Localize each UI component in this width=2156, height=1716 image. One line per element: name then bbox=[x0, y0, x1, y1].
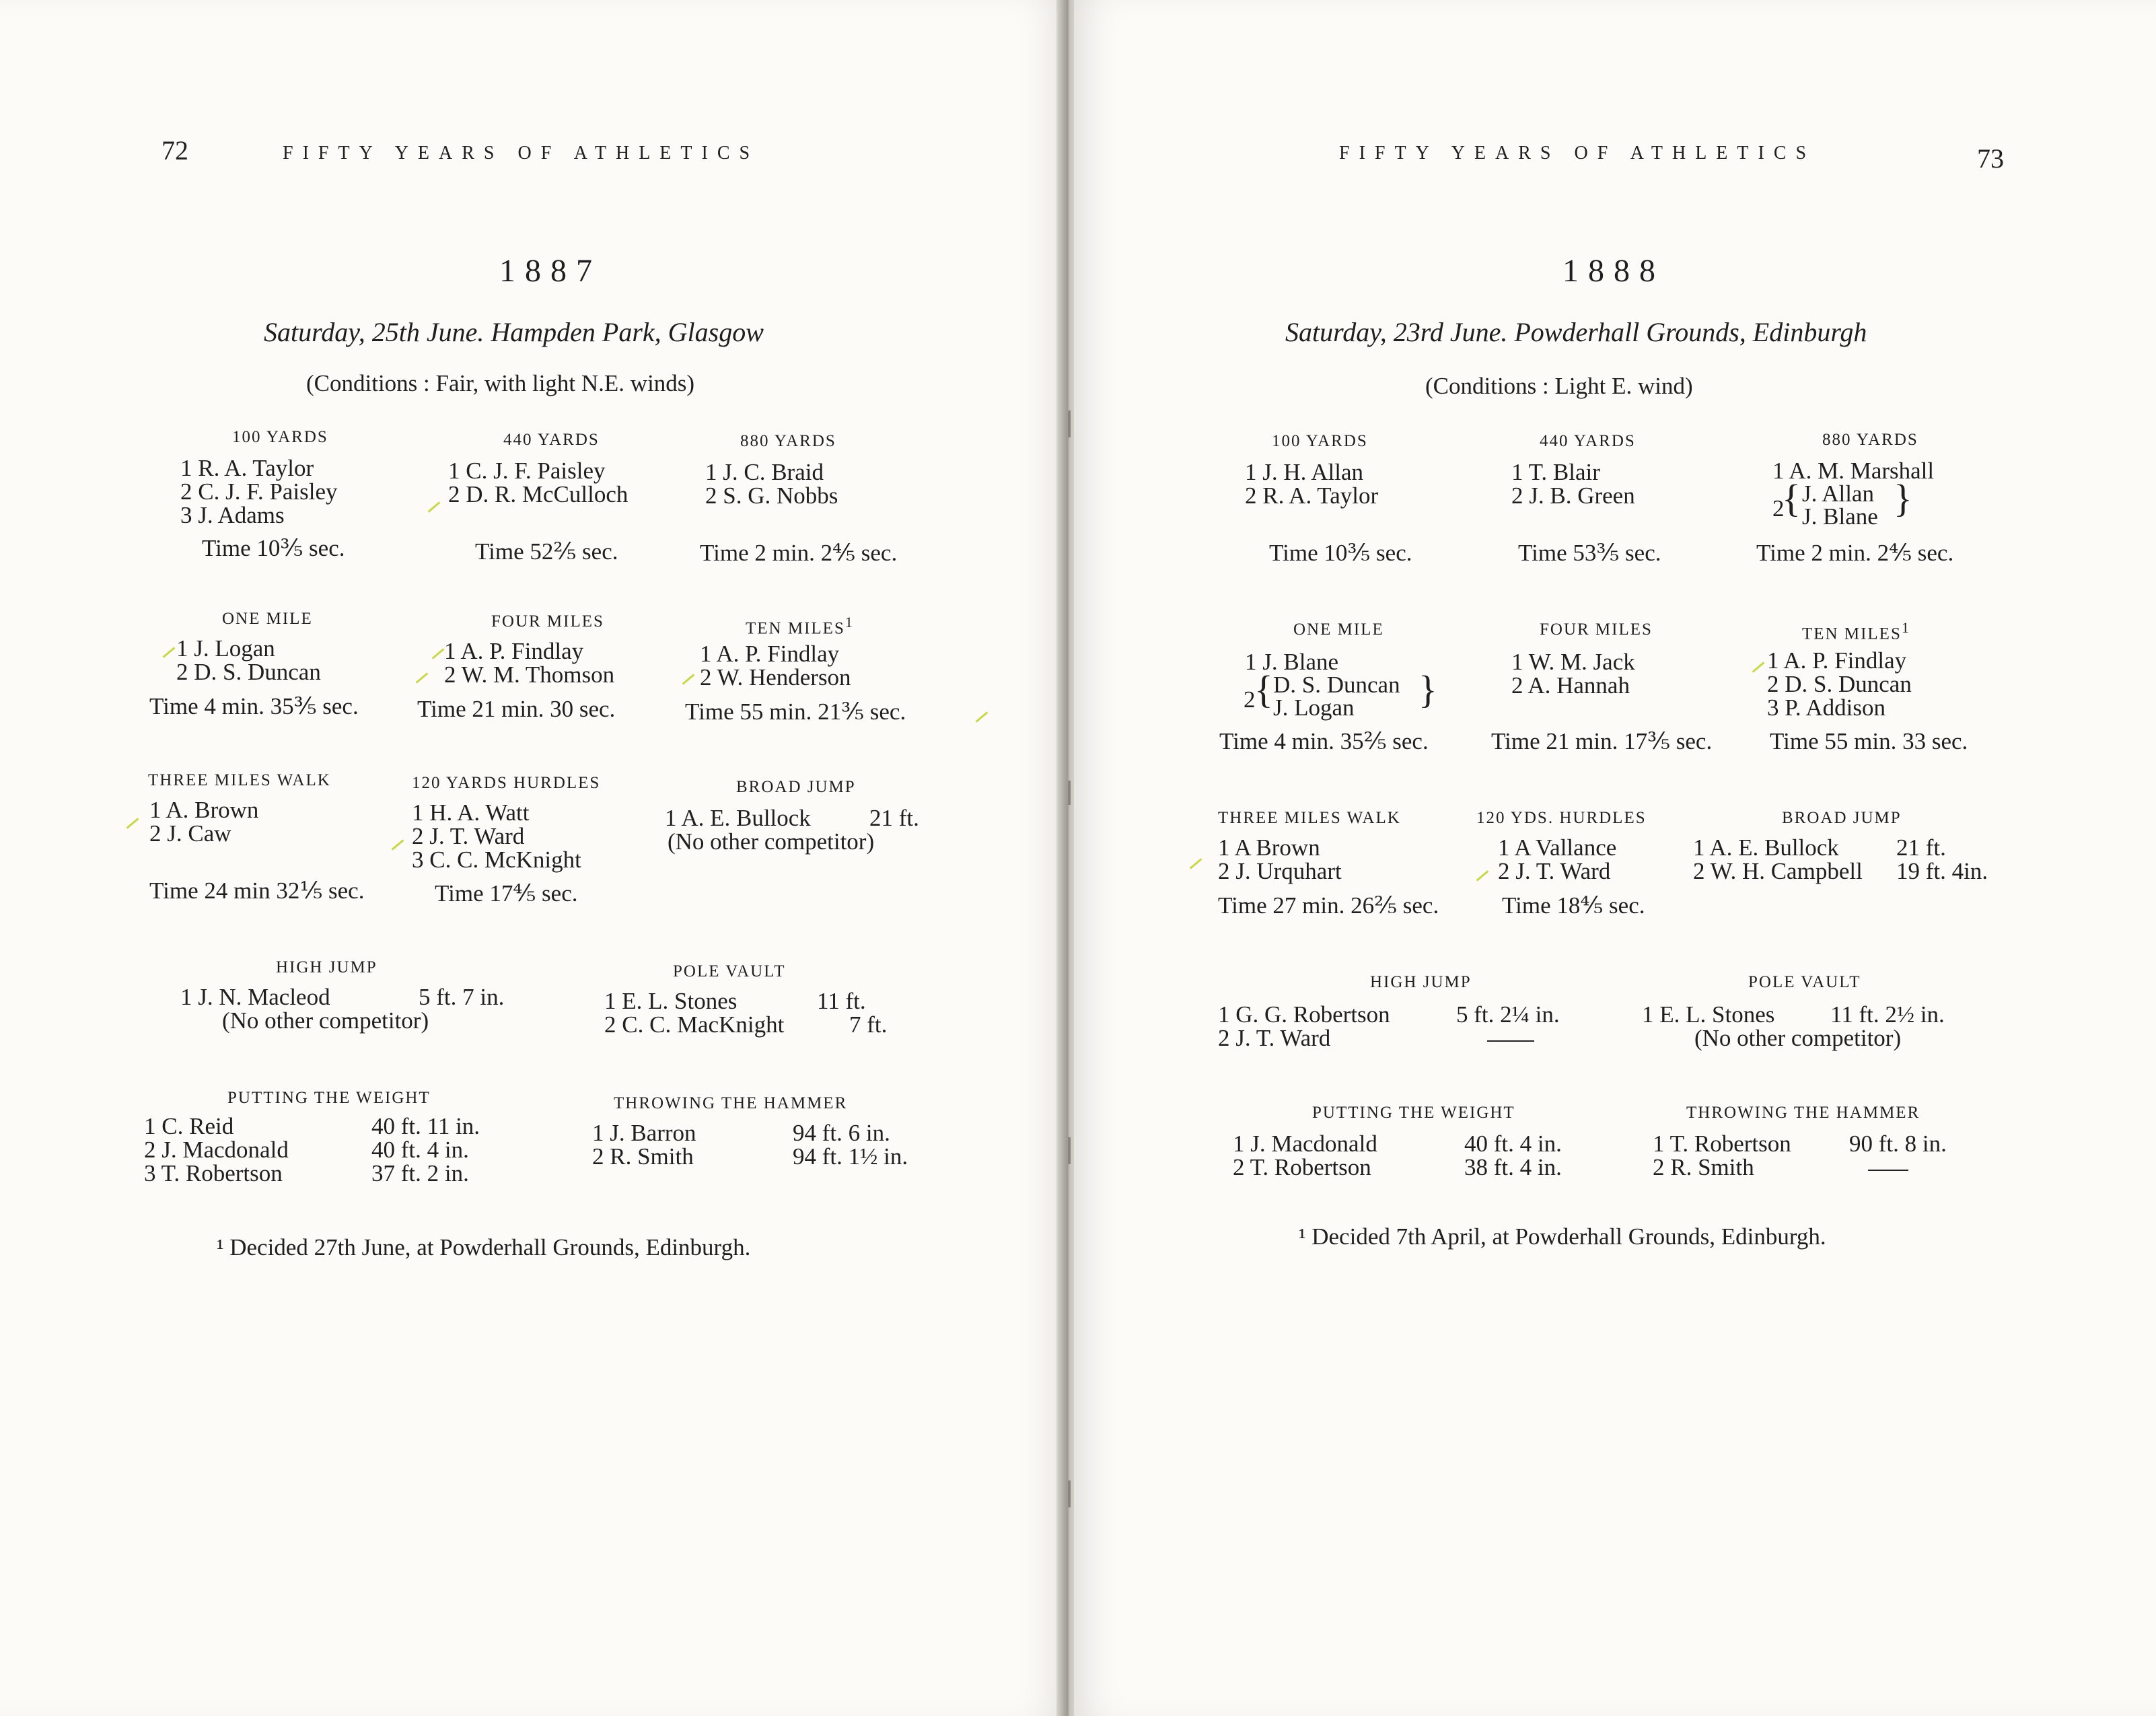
event-time: Time 24 min 32⅕ sec. bbox=[149, 878, 365, 904]
left-page bbox=[0, 0, 1063, 1716]
event-title: 440 YARDS bbox=[1540, 432, 1636, 450]
result-line: 3 J. Adams bbox=[180, 502, 285, 528]
running-head: FIFTY YEARS OF ATHLETICS bbox=[283, 143, 760, 164]
event-title: THREE MILES WALK bbox=[148, 771, 331, 789]
event-title: THREE MILES WALK bbox=[1218, 809, 1401, 827]
conditions: (Conditions : Light E. wind) bbox=[1425, 373, 1693, 399]
result-line: 1 A. E. Bullock bbox=[1693, 834, 1839, 861]
result-line: 1 J. C. Braid bbox=[705, 459, 824, 485]
result-line: (No other competitor) bbox=[222, 1007, 429, 1034]
result-line: D. S. Duncan bbox=[1273, 672, 1400, 698]
event-time: Time 2 min. 2⅘ sec. bbox=[1756, 540, 1954, 566]
pencil-tick-mark bbox=[432, 648, 445, 659]
result-line: 1 A. P. Findlay bbox=[700, 641, 840, 667]
right-brace: } bbox=[1418, 668, 1437, 711]
year-heading: 1888 bbox=[1562, 253, 1665, 289]
event-title: ONE MILE bbox=[1293, 620, 1384, 639]
pencil-tick-mark bbox=[1476, 870, 1489, 881]
result-line: 1 A Vallance bbox=[1498, 834, 1617, 861]
result-line: (No other competitor) bbox=[668, 828, 875, 855]
result-line: 1 T. Blair bbox=[1511, 459, 1600, 485]
no-mark-dash bbox=[1868, 1170, 1908, 1171]
result-mark: 11 ft. bbox=[817, 988, 866, 1014]
event-title: PUTTING THE WEIGHT bbox=[227, 1089, 431, 1107]
event-title: FOUR MILES bbox=[491, 612, 604, 631]
result-line: 2 D. S. Duncan bbox=[1767, 671, 1912, 697]
event-title: TEN MILES$^1$ bbox=[1802, 619, 1910, 643]
meeting-line: Saturday, 25th June. Hampden Park, Glasgow bbox=[264, 317, 764, 347]
result-line: 1 J. Logan bbox=[176, 635, 275, 662]
result-mark: 7 ft. bbox=[849, 1011, 888, 1038]
page-number: 72 bbox=[161, 135, 188, 166]
result-line: 1 A. E. Bullock bbox=[665, 805, 811, 831]
conditions: (Conditions : Fair, with light N.E. winds) bbox=[306, 370, 695, 396]
event-title: TEN MILES$^1$ bbox=[746, 614, 854, 638]
result-line: 2 R. Smith bbox=[592, 1143, 694, 1170]
result-line: 2 J. T. Ward bbox=[1498, 858, 1611, 884]
result-line: 2 D. R. McCulloch bbox=[448, 481, 628, 507]
meeting-line: Saturday, 23rd June. Powderhall Grounds, Edinburgh bbox=[1285, 317, 1867, 347]
result-mark: 19 ft. 4in. bbox=[1896, 858, 1988, 884]
event-title: 120 YDS. HURDLES bbox=[1476, 809, 1647, 827]
result-line: 3 T. Robertson bbox=[144, 1160, 283, 1186]
event-time: Time 21 min. 30 sec. bbox=[417, 696, 616, 722]
event-time: Time 10⅗ sec. bbox=[1269, 540, 1412, 566]
result-line: 1 E. L. Stones bbox=[604, 988, 738, 1014]
result-line: 2 J. B. Green bbox=[1511, 482, 1635, 509]
result-line: 2 S. G. Nobbs bbox=[705, 482, 838, 509]
footnote: ¹ Decided 7th April, at Powderhall Grounds, Edinburgh. bbox=[1299, 1223, 1826, 1250]
event-time: Time 17⅘ sec. bbox=[435, 880, 578, 906]
event-title: ONE MILE bbox=[222, 610, 313, 628]
result-mark: 94 ft. 1½ in. bbox=[793, 1143, 908, 1170]
pencil-tick-mark bbox=[392, 839, 404, 850]
event-title: THROWING THE HAMMER bbox=[614, 1094, 848, 1112]
result-line: 2 J. T. Ward bbox=[1218, 1025, 1331, 1051]
result-line: 1 R. A. Taylor bbox=[180, 455, 314, 481]
pencil-tick-mark bbox=[163, 647, 176, 657]
result-line: 2 J. Macdonald bbox=[144, 1137, 289, 1163]
result-line: 2 W. H. Campbell bbox=[1693, 858, 1863, 884]
event-title: 120 YARDS HURDLES bbox=[412, 774, 601, 792]
event-title: HIGH JUMP bbox=[276, 958, 378, 976]
result-line: 2 D. S. Duncan bbox=[176, 659, 321, 685]
pencil-tick-mark bbox=[428, 501, 441, 512]
event-time: Time 10⅗ sec. bbox=[202, 535, 345, 561]
result-mark: 40 ft. 11 in. bbox=[371, 1113, 480, 1139]
result-mark: 5 ft. 7 in. bbox=[419, 984, 505, 1010]
result-mark: 94 ft. 6 in. bbox=[793, 1120, 890, 1146]
result-line: 2 C. C. MacKnight bbox=[604, 1011, 785, 1038]
result-mark: 90 ft. 8 in. bbox=[1849, 1131, 1947, 1157]
running-head: FIFTY YEARS OF ATHLETICS bbox=[1339, 143, 1816, 164]
pencil-tick-mark bbox=[127, 818, 139, 828]
event-title: BROAD JUMP bbox=[1782, 809, 1902, 827]
event-time: Time 27 min. 26⅖ sec. bbox=[1218, 892, 1439, 919]
event-title: BROAD JUMP bbox=[736, 778, 856, 796]
result-line: J. Logan bbox=[1273, 694, 1355, 721]
result-line: 1 C. J. F. Paisley bbox=[448, 458, 606, 484]
result-mark: 21 ft. bbox=[1896, 834, 1946, 861]
result-mark: 37 ft. 2 in. bbox=[371, 1160, 469, 1186]
event-title: 100 YARDS bbox=[232, 428, 328, 446]
result-line: J. Blane bbox=[1802, 503, 1878, 530]
result-line: 1 C. Reid bbox=[144, 1113, 234, 1139]
event-time: Time 55 min. 33 sec. bbox=[1770, 728, 1968, 754]
result-line: 2 W. M. Thomson bbox=[444, 662, 615, 688]
event-title: 880 YARDS bbox=[740, 432, 836, 450]
right-brace: } bbox=[1894, 476, 1912, 520]
page-number: 73 bbox=[1977, 143, 2004, 174]
result-line: 3 C. C. McKnight bbox=[412, 847, 581, 873]
event-title: PUTTING THE WEIGHT bbox=[1312, 1104, 1515, 1122]
result-line: 1 J. N. Macleod bbox=[180, 984, 330, 1010]
no-mark-dash bbox=[1487, 1040, 1534, 1042]
event-time: Time 4 min. 35⅖ sec. bbox=[1219, 728, 1429, 754]
result-line: 2 T. Robertson bbox=[1233, 1154, 1371, 1180]
result-line: 1 J. H. Allan bbox=[1245, 459, 1363, 485]
event-time: Time 55 min. 21⅗ sec. bbox=[685, 699, 906, 725]
result-mark: 5 ft. 2¼ in. bbox=[1456, 1001, 1560, 1028]
event-title: POLE VAULT bbox=[673, 962, 786, 980]
binding-stitch bbox=[1068, 1480, 1071, 1507]
pencil-tick-mark bbox=[1752, 662, 1765, 672]
result-line: 1 J. Blane bbox=[1245, 649, 1339, 675]
footnote: ¹ Decided 27th June, at Powderhall Grounds, Edinburgh. bbox=[217, 1234, 751, 1260]
result-line: 2 A. Hannah bbox=[1511, 672, 1630, 699]
pencil-tick-mark bbox=[682, 674, 695, 684]
pencil-tick-mark bbox=[416, 672, 429, 683]
result-mark: 40 ft. 4 in. bbox=[1464, 1131, 1562, 1157]
result-line: 2 W. Henderson bbox=[700, 664, 851, 690]
result-line: 2 J. Caw bbox=[149, 820, 231, 847]
binding-stitch bbox=[1068, 410, 1071, 437]
left-brace: { bbox=[1254, 668, 1273, 711]
result-line: 1 G. G. Robertson bbox=[1218, 1001, 1390, 1028]
pencil-tick-mark bbox=[1190, 858, 1202, 869]
binding-stitch bbox=[1068, 781, 1071, 805]
result-line: 2 J. Urquhart bbox=[1218, 858, 1342, 884]
event-time: Time 21 min. 17⅗ sec. bbox=[1491, 728, 1713, 754]
result-line: 2 C. J. F. Paisley bbox=[180, 478, 338, 505]
result-mark: 11 ft. 2½ in. bbox=[1830, 1001, 1945, 1028]
left-brace: { bbox=[1782, 476, 1801, 520]
year-heading: 1887 bbox=[499, 253, 602, 289]
result-line: (No other competitor) bbox=[1694, 1025, 1902, 1051]
tie-position: 2 bbox=[1772, 495, 1785, 522]
result-mark: 40 ft. 4 in. bbox=[371, 1137, 469, 1163]
event-time: Time 52⅖ sec. bbox=[475, 538, 618, 565]
result-line: 1 J. Macdonald bbox=[1233, 1131, 1377, 1157]
result-mark: 38 ft. 4 in. bbox=[1464, 1154, 1562, 1180]
result-line: 1 A. P. Findlay bbox=[1767, 647, 1907, 674]
event-title: FOUR MILES bbox=[1540, 620, 1653, 639]
result-line: 1 A Brown bbox=[1218, 834, 1320, 861]
event-time: Time 4 min. 35⅗ sec. bbox=[149, 693, 359, 719]
result-line: 2 R. A. Taylor bbox=[1245, 482, 1379, 509]
result-line: 1 A. P. Findlay bbox=[444, 638, 584, 664]
event-title: POLE VAULT bbox=[1748, 973, 1861, 991]
tie-position: 2 bbox=[1244, 686, 1256, 713]
event-title: 440 YARDS bbox=[503, 431, 600, 449]
event-title: HIGH JUMP bbox=[1370, 973, 1472, 991]
event-title: 100 YARDS bbox=[1272, 432, 1368, 450]
result-line: 1 A. M. Marshall bbox=[1772, 458, 1935, 484]
result-line: 1 H. A. Watt bbox=[412, 799, 530, 826]
result-line: 1 T. Robertson bbox=[1653, 1131, 1791, 1157]
result-line: 1 E. L. Stones bbox=[1642, 1001, 1775, 1028]
result-line: 1 W. M. Jack bbox=[1511, 649, 1635, 675]
pencil-tick-mark bbox=[976, 711, 989, 722]
event-time: Time 18⅘ sec. bbox=[1502, 892, 1645, 919]
right-page bbox=[1074, 0, 2156, 1716]
event-title: THROWING THE HAMMER bbox=[1686, 1104, 1920, 1122]
result-line: 3 P. Addison bbox=[1767, 694, 1886, 721]
result-line: 2 J. T. Ward bbox=[412, 823, 525, 849]
result-line: 1 J. Barron bbox=[592, 1120, 696, 1146]
event-time: Time 2 min. 2⅘ sec. bbox=[700, 540, 898, 566]
event-title: 880 YARDS bbox=[1822, 431, 1918, 449]
binding-stitch bbox=[1068, 1137, 1071, 1164]
result-line: 2 R. Smith bbox=[1653, 1154, 1754, 1180]
result-line: 1 A. Brown bbox=[149, 797, 259, 823]
result-mark: 21 ft. bbox=[869, 805, 919, 831]
result-line: J. Allan bbox=[1802, 480, 1874, 507]
event-time: Time 53⅗ sec. bbox=[1518, 540, 1661, 566]
